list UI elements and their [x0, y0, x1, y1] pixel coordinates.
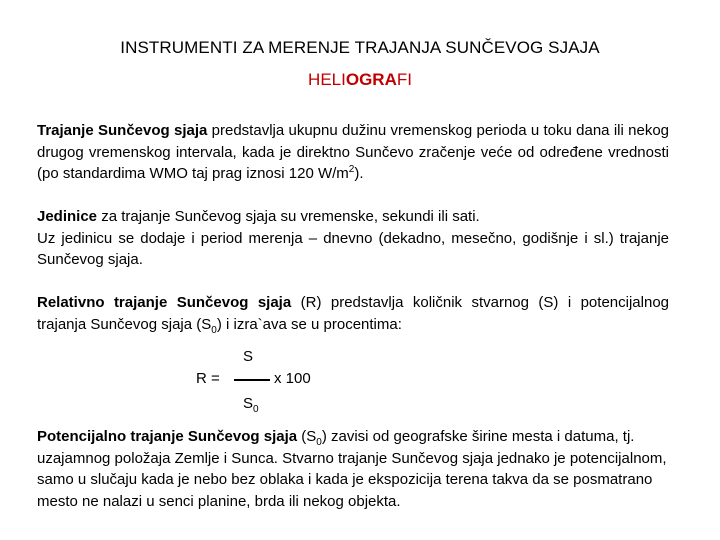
- paragraph-relative-text: (R) predstavlja količnik stvarnog (S) i potencijalnog trajanja Sunčevog sjaja (S: [37, 294, 669, 333]
- paragraph-definition: [37, 120, 669, 185]
- paragraph-units: [37, 206, 669, 271]
- formula-multiplier: x 100: [274, 370, 311, 387]
- subtitle-part-1: HELI: [308, 70, 346, 89]
- formula-lhs: R =: [196, 370, 220, 387]
- subtitle-part-3: FI: [396, 70, 412, 89]
- paragraph-definition-text: predstavlja ukupnu dužinu vremenskog perioda u toku dana ili nekog drugog vremenskog intervala, kada je direktno Sunčevo zračenje veće od određene vrednosti (po standardima WMO taj prag iznosi 120 W/m: [37, 122, 669, 182]
- page-subtitle: [0, 70, 720, 90]
- paragraph-potential-text: (S: [297, 428, 317, 445]
- subtitle-part-2: OGRA: [345, 70, 397, 89]
- formula-denominator-sub: 0: [253, 404, 259, 415]
- formula-numerator: S: [243, 348, 254, 365]
- subscript-0b: 0: [316, 437, 322, 448]
- paragraph-relative-end: ) i izra`ava se u procentima:: [216, 315, 402, 333]
- paragraph-units-text: za trajanje Sunčevog sjaja su vremenske, sekundi ili sati.: [97, 208, 480, 225]
- paragraph-potential: [37, 426, 677, 512]
- term-relative: Relativno trajanje Sunčevog sjaja: [37, 294, 292, 311]
- formula-denominator: [243, 395, 259, 415]
- paragraph-relative: [37, 292, 669, 335]
- paragraph-units-line2: Uz jedinicu se dodaje i period merenja – dnevno (dekadno, mesečno, godišnje i sl.) trajanje Sunčevog sjaja.: [37, 229, 669, 268]
- superscript-2: 2: [348, 164, 355, 175]
- term-units: Jedinice: [37, 208, 98, 225]
- page-title: INSTRUMENTI ZA MERENJE TRAJANJA SUNČEVOG SJAJA: [120, 38, 600, 57]
- formula-fraction-line: [234, 379, 270, 381]
- formula-denominator-base: S: [243, 395, 254, 412]
- subscript-0: 0: [211, 324, 217, 336]
- term-duration: Trajanje Sunčevog sjaja: [37, 122, 208, 139]
- term-potential: Potencijalno trajanje Sunčevog sjaja: [37, 428, 298, 445]
- paragraph-potential-end: ) zavisi od geografske širine mesta i datuma, tj. uzajamnog položaja Zemlje i Sunca. Stvarno trajanje Sunčevog sjaja jednako je potencijalnom, samo u slučaju kada je nebo bez oblaka i kada je ekspozicija terena takva da se posmatrano mesto ne nalazi u senci planine, brda ili nekog objekta.: [37, 428, 667, 510]
- paragraph-definition-end: ).: [354, 165, 364, 182]
